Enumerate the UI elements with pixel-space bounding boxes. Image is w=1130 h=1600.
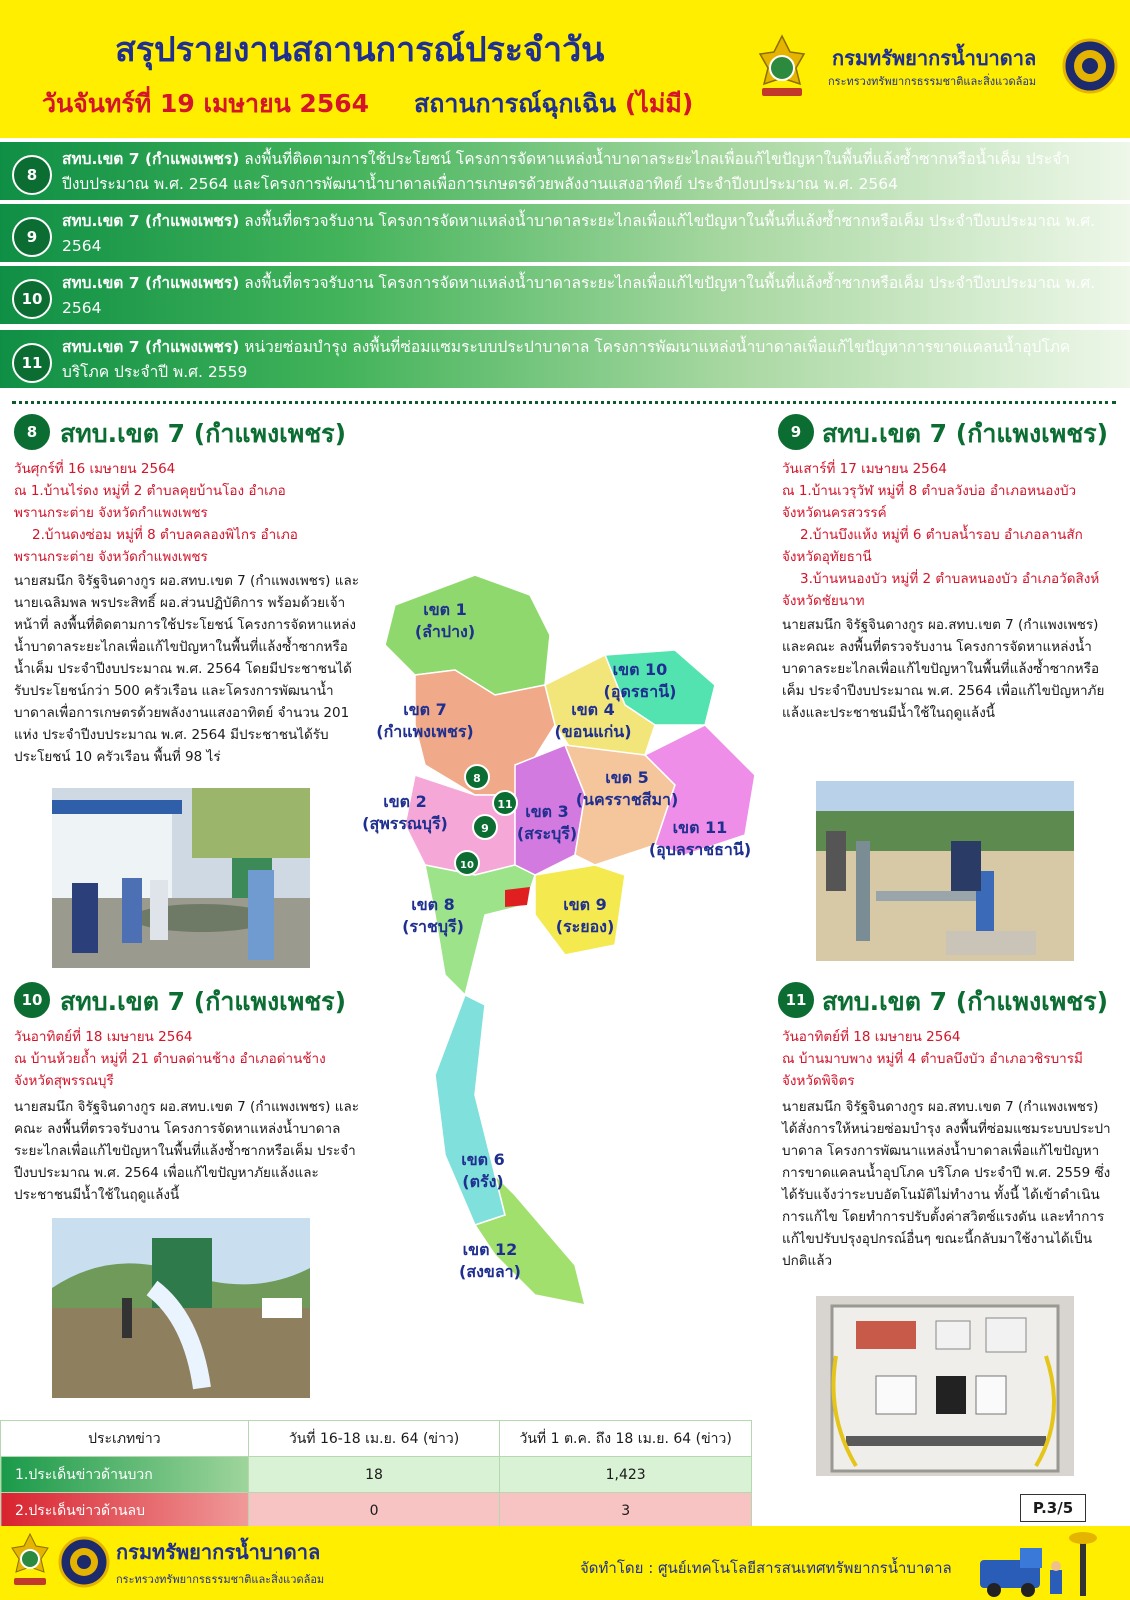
ministry-seal-icon [58,1534,110,1590]
summary-item [0,142,1130,200]
report-title: สรุปรายงานสถานการณ์ประจำวัน [115,30,605,70]
region-label: เขต 8 [411,895,455,914]
section-title: สทบ.เขต 7 (กำแพงเพชร) [822,987,1109,1016]
region-label: เขต 10 [612,660,668,679]
summary-text: ลงพื้นที่ตรวจรับงาน โครงการจัดหาแหล่งน้ำบาดาลระยะไกลเพื่อแก้ไขปัญหาในพื้นที่แล้งซ้ำซากหรือเค็ม ประจำปีงบประมาณ พ.ศ. 2564 [62,274,1096,317]
footer-banner [0,1526,1130,1600]
summary-office: สทบ.เขต 7 (กำแพงเพชร) [62,212,240,230]
region-label: เขต 6 [461,1150,505,1169]
photo-well-inspection [816,781,1074,961]
section-body: นายสมนึก จิรัฐจินดางกูร ผอ.สทบ.เขต 7 (กำแพงเพชร) ได้สั่งการให้หน่วยซ่อมบำรุง ลงพื้นที่ซ่อมแซมระบบประปาบาดาล โครงการพัฒนาแหล่งน้ำบาดาลเพื่อแก้ไขปัญหาการขาดแคลนน้ำอุปโภค บริโภค ประจำปี พ.ศ. 2559 ซึ่งได้รับแจ้งว่าระบบอัตโนมัติไม่ทำงาน ทั้งนี้ ได้เข้าดำเนินการแก้ไข โดยทำการปรับตั้งค่าสวิตซ์แรงดัน และทำการแก้ไขปรับปรุงอุปกรณ์อื่นๆ ขณะนี้กลับมาใช้งานได้เป็นปกติแล้ว [782,1099,1111,1269]
section-number-badge: 10 [12,980,52,1020]
summary-office: สทบ.เขต 7 (กำแพงเพชร) [62,338,240,356]
section-location [14,458,359,568]
section-place: 3.บ้านหนองบัว หมู่ที่ 2 ตำบลหนองบัว อำเภอวัดสิงห์ จังหวัดชัยนาท [782,571,1100,609]
section-location [782,458,1112,612]
header-banner [0,0,1130,138]
section-divider [12,401,1116,404]
region-label: (สระบุรี) [516,824,578,843]
table-header: วันที่ 1 ต.ค. ถึง 18 เม.ย. 64 (ข่าว) [500,1421,752,1457]
section-place: ณ บ้านห้วยถ้ำ หมู่ที่ 21 ตำบลด่านช้าง อำเภอด่านช้าง จังหวัดสุพรรณบุรี [14,1051,326,1089]
section-location [14,1026,359,1092]
drilling-truck-icon [980,1530,1120,1598]
region-label: (ราชบุรี) [402,917,464,936]
section-body: นายสมนึก จิรัฐจินดางกูร ผอ.สทบ.เขต 7 (กำแพงเพชร) และคณะ ลงพื้นที่ตรวจรับงาน โครงการจัดหาแหล่งน้ำบาดาลระยะไกลเพื่อแก้ไขปัญหาในพื้นที่แล้งซ้ำซากหรือเค็ม ประจำปีงบประมาณ พ.ศ. 2564 เพื่อแก้ไขปัญหาภัยแล้งและประชาชนมีน้ำใช้ในฤดูแล้งนี้ [14,1099,359,1203]
region-label: (อุบลราชธานี) [648,840,752,859]
row-value: 0 [248,1493,500,1529]
thailand-region-map [355,575,775,1315]
section-date: วันเสาร์ที่ 17 เมษายน 2564 [782,461,947,477]
region-label: เขต 11 [672,818,728,837]
section-date: วันอาทิตย์ที่ 18 เมษายน 2564 [782,1029,961,1045]
summary-number-badge: 11 [12,343,52,383]
region-label: (สงขลา) [459,1262,521,1281]
emergency-value: (ไม่มี) [624,89,694,118]
summary-office: สทบ.เขต 7 (กำแพงเพชร) [62,150,240,168]
summary-item [0,330,1130,388]
footer-org-name: กรมทรัพยากรน้ำบาดาล [116,1540,321,1564]
section-place: 2.บ้านดงซ่อม หมู่ที่ 8 ตำบลคลองพิไกร อำเภอพรานกระต่าย จังหวัดกำแพงเพชร [14,527,298,565]
photo-site-inspection [52,788,310,968]
region-label: เขต 5 [605,768,649,787]
section-location [782,1026,1112,1092]
header-org-name: กรมทรัพยากรน้ำบาดาล [832,46,1037,70]
section-number-badge: 8 [12,412,52,452]
section-date: วันศุกร์ที่ 16 เมษายน 2564 [14,461,176,477]
summary-number-badge: 10 [12,279,52,319]
row-value: 3 [500,1493,752,1529]
table-row [1,1457,752,1493]
department-emblem-icon [8,1532,52,1592]
summary-text: ลงพื้นที่ตรวจรับงาน โครงการจัดหาแหล่งน้ำบาดาลระยะไกลเพื่อแก้ไขปัญหาในพื้นที่แล้งซ้ำซากหรือเค็ม ประจำปีงบประมาณ พ.ศ. 2564 [62,212,1096,255]
region-label: (ลำปาง) [414,622,476,641]
section-title: สทบ.เขต 7 (กำแพงเพชร) [60,987,347,1016]
table-row [1,1493,752,1529]
department-emblem-icon [752,34,812,100]
summary-item [0,204,1130,262]
section-date: วันอาทิตย์ที่ 18 เมษายน 2564 [14,1029,193,1045]
section-place: ณ 1.บ้านเวรุวัฬ หมู่ที่ 8 ตำบลวังบ่อ อำเภอหนองบัว จังหวัดนครสวรรค์ [782,483,1077,521]
map-marker [455,851,479,875]
section-title: สทบ.เขต 7 (กำแพงเพชร) [822,419,1109,448]
region-label: (ขอนแก่น) [554,722,632,741]
region-label: (อุดรธานี) [603,682,677,701]
ministry-seal-icon [1062,36,1118,96]
summary-office: สทบ.เขต 7 (กำแพงเพชร) [62,274,240,292]
map-marker-label: 10 [460,860,474,871]
region-label: เขต 2 [383,792,427,811]
news-stats-table [0,1420,752,1529]
region-label: เขต 1 [423,600,467,619]
summary-item [0,266,1130,324]
emergency-status [414,84,693,124]
section-number-badge: 11 [776,980,816,1020]
section-place: ณ บ้านมาบพาง หมู่ที่ 4 ตำบลบึงบัว อำเภอวชิรบารมี จังหวัดพิจิตร [782,1051,1083,1089]
row-label: 1.ประเด็นข่าวด้านบวก [1,1457,249,1493]
map-marker-label: 11 [497,798,513,811]
section-number-badge: 9 [776,412,816,452]
row-value: 1,423 [500,1457,752,1493]
region-label: เขต 12 [462,1240,518,1259]
map-marker [465,765,489,789]
page-number: P.3/5 [1020,1494,1086,1522]
region-label: เขต 7 [403,700,447,719]
header-ministry-name: กระทรวงทรัพยากรธรรมชาติและสิ่งแวดล้อม [828,75,1037,88]
report-date: วันจันทร์ที่ 19 เมษายน 2564 [42,89,370,118]
photo-control-panel [816,1296,1074,1476]
map-marker [493,791,517,815]
row-value: 18 [248,1457,500,1493]
table-header: วันที่ 16-18 เม.ย. 64 (ข่าว) [248,1421,500,1457]
summary-number-badge: 8 [12,155,52,195]
section-body: นายสมนึก จิรัฐจินดางกูร ผอ.สทบ.เขต 7 (กำแพงเพชร) และคณะ ลงพื้นที่ตรวจรับงาน โครงการจัดหาแหล่งน้ำบาดาลระยะไกลเพื่อแก้ไขปัญหาในพื้นที่แล้งซ้ำซากหรือเค็ม ประจำปีงบประมาณ พ.ศ. 2564 เพื่อแก้ไขปัญหาภัยแล้งและประชาชนมีน้ำใช้ในฤดูแล้งนี้ [782,617,1105,721]
region-label: เขต 4 [571,700,615,719]
region-label: (นครราชสีมา) [575,790,679,809]
map-marker-label: 9 [481,822,489,835]
map-marker-label: 8 [473,772,481,785]
table-header: ประเภทข่าว [1,1421,249,1457]
section-place: 2.บ้านบึงแห้ง หมู่ที่ 6 ตำบลน้ำรอบ อำเภอลานสัก จังหวัดอุทัยธานี [782,527,1083,565]
summary-number-badge: 9 [12,217,52,257]
summary-text: หน่วยซ่อมบำรุง ลงพื้นที่ซ่อมแซมระบบประปาบาดาล โครงการพัฒนาแหล่งน้ำบาดาลเพื่อแก้ไขปัญหาการขาดแคลนน้ำอุปโภค บริโภค ประจำปี พ.ศ. 2559 [62,338,1071,381]
section-place: ณ 1.บ้านไร่ดง หมู่ที่ 2 ตำบลคุยบ้านโอง อำเภอพรานกระต่าย จังหวัดกำแพงเพชร [14,483,286,521]
region-label: (ตรัง) [462,1172,504,1191]
footer-ministry-name: กระทรวงทรัพยากรธรรมชาติและสิ่งแวดล้อม [116,1573,325,1586]
region-label: เขต 9 [563,895,607,914]
region-label: (กำแพงเพชร) [376,722,474,741]
map-marker [473,815,497,839]
region-label: (สุพรรณบุรี) [362,814,448,833]
footer-credit: จัดทำโดย : ศูนย์เทคโนโลยีสารสนเทศทรัพยากรน้ำบาดาล [580,1559,952,1577]
summary-text: ลงพื้นที่ติดตามการใช้ประโยชน์ โครงการจัดหาแหล่งน้ำบาดาลระยะไกลเพื่อแก้ไขปัญหาในพื้นที่แล้งซ้ำซากหรือน้ำเค็ม ประจำปีงบประมาณ พ.ศ. 2564 และโครงการพัฒนาน้ำบาดาลเพื่อการเกษตรด้วยพลังงานแสงอาทิตย์ ประจำปีงบประมาณ พ.ศ. 2564 [62,150,1070,193]
bangkok-shape [505,887,530,907]
section-body: นายสมนึก จิรัฐจินดางกูร ผอ.สทบ.เขต 7 (กำแพงเพชร) และนายเฉลิมพล พรประสิทธิ์ ผอ.ส่วนปฏิบัติการ พร้อมด้วยเจ้าหน้าที่ ลงพื้นที่ติดตามการใช้ประโยชน์ โครงการจัดหาแหล่งน้ำบาดาลระยะไกลเพื่อแก้ไขปัญหาในพื้นที่แล้งซ้ำซากหรือน้ำเค็ม ประจำปีงบประมาณ พ.ศ. 2564 โดยมีประชาชนได้รับประโยชน์กว่า 500 ครัวเรือน และโครงการพัฒนาน้ำบาดาลเพื่อการเกษตรด้วยพลังงานแสงอาทิตย์ จำนวน 201 แห่ง ประจำปีงบประมาณ พ.ศ. 2564 มีประชาชนได้รับประโยชน์ 10 ครัวเรือน พื้นที่ 98 ไร่ [14,573,359,765]
row-label: 2.ประเด็นข่าวด้านลบ [1,1493,249,1529]
region-label: เขต 3 [525,802,569,821]
emergency-label: สถานการณ์ฉุกเฉิน [414,89,617,118]
photo-water-test [52,1218,310,1398]
region-label: (ระยอง) [555,917,615,936]
section-title: สทบ.เขต 7 (กำแพงเพชร) [60,419,347,448]
